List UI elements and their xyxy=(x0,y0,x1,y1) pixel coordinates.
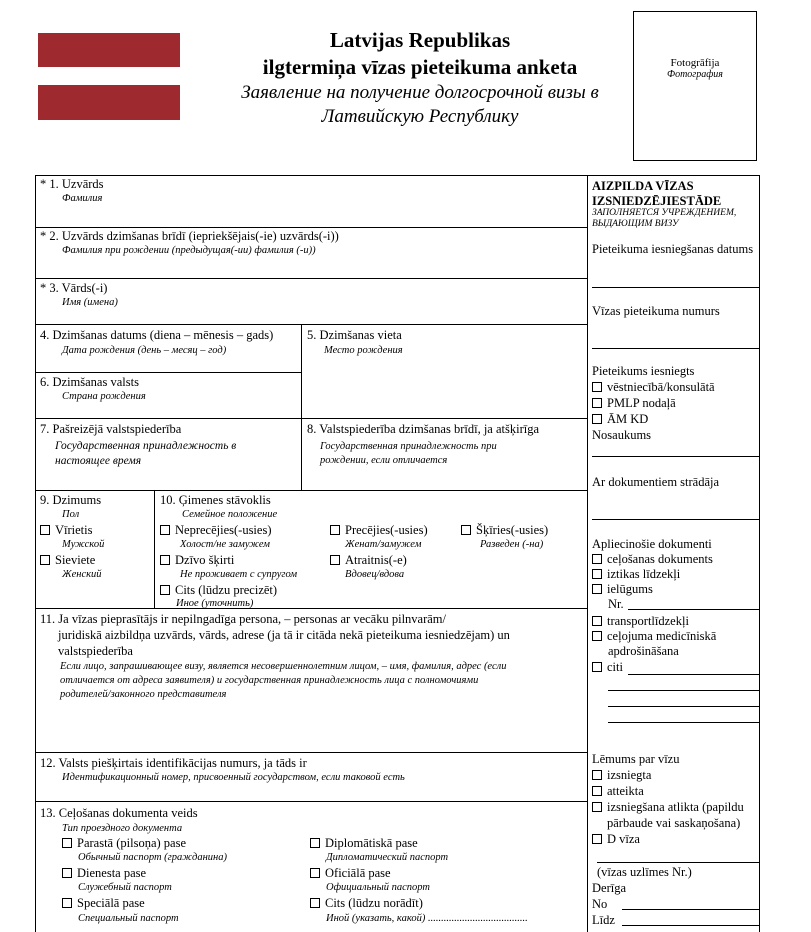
status-divorced-label: Šķīries(-usies) xyxy=(476,523,549,537)
field-3-label-ru: Имя (имена) xyxy=(62,297,118,308)
submitted-embassy-option[interactable] xyxy=(592,380,715,395)
doc-official-option[interactable] xyxy=(310,866,391,881)
field-7-label-ru-2: настоящее время xyxy=(55,455,142,467)
decision-postponed-option[interactable] xyxy=(592,800,744,815)
decision-issued-option[interactable] xyxy=(592,768,651,783)
doc-travel-label: ceļošanas dokuments xyxy=(607,552,713,566)
table-right-border xyxy=(759,175,760,932)
status-married-ru: Женат/замужем xyxy=(345,539,422,550)
field-3-label: * 3. Vārds(-i) xyxy=(40,281,108,295)
doc-means-option[interactable] xyxy=(592,567,680,582)
doc-other-label-sidebar: citi xyxy=(607,660,623,674)
checkbox-icon xyxy=(592,616,602,626)
doc-invitation-label: ielūgums xyxy=(607,582,653,596)
institution-name-label: Nosaukums xyxy=(592,428,652,442)
sidebar-title-2: IZSNIEDZĒJIESTĀDE xyxy=(592,194,722,208)
sidebar-title-ru-2: ВЫДАЮЩИМ ВИЗУ xyxy=(592,219,679,229)
doc-vehicle-option[interactable] xyxy=(592,614,689,629)
submitted-pmlp-label: PMLP nodaļā xyxy=(607,396,676,410)
checkbox-icon xyxy=(330,525,340,535)
photo-label: Fotogrāfija xyxy=(670,57,720,69)
doc-invitation-option[interactable] xyxy=(592,582,653,597)
checkbox-icon xyxy=(160,585,170,595)
sticker-number-line[interactable] xyxy=(597,862,759,863)
birth-nationality-field[interactable] xyxy=(302,419,587,490)
decision-postponed-label: izsniegšana atlikta (papildu xyxy=(607,800,744,814)
status-widowed-label: Atraitnis(-e) xyxy=(345,553,407,567)
checkbox-icon xyxy=(592,662,602,672)
field-11-label-ru-3: родителей/законного представителя xyxy=(60,689,227,700)
decision-d-visa-option[interactable] xyxy=(592,832,640,847)
decision-issued-label: izsniegta xyxy=(607,768,652,782)
sidebar-title: AIZPILDA VĪZAS xyxy=(592,179,694,193)
status-single-label: Neprecējies(-usies) xyxy=(175,523,272,537)
current-nationality-field[interactable] xyxy=(36,419,301,490)
valid-from-label: No xyxy=(592,897,608,911)
checkbox-icon xyxy=(592,554,602,564)
submitted-pmlp-option[interactable] xyxy=(592,396,676,411)
institution-name-line[interactable] xyxy=(592,456,759,457)
sidebar-title-ru: ЗАПОЛНЯЕТСЯ УЧРЕЖДЕНИЕМ, xyxy=(592,208,737,218)
doc-ordinary-option[interactable] xyxy=(62,836,186,851)
visa-decision-label: Lēmums par vīzu xyxy=(592,752,680,766)
submitted-embassy-label: vēstniecībā/konsulātā xyxy=(607,380,715,394)
doc-other-line[interactable] xyxy=(608,722,759,723)
status-married-label: Precējies(-usies) xyxy=(345,523,428,537)
status-married-option[interactable] xyxy=(330,523,428,538)
field-2-label: * 2. Uzvārds dzimšanas brīdī (iepriekšējais(-ie) uzvārds(-i)) xyxy=(40,229,339,243)
field-11-label-ru-2: отличается от адреса заявителя) и государственная принадлежность лица с полномочиями xyxy=(60,675,479,686)
submission-date-label: Pieteikuma iesniegšanas datums xyxy=(592,242,754,256)
doc-service-ru: Служебный паспорт xyxy=(78,882,172,893)
checkbox-icon xyxy=(592,770,602,780)
checkbox-icon xyxy=(310,898,320,908)
gender-male-ru: Мужской xyxy=(62,539,105,550)
status-other-label: Cits (lūdzu precizēt) xyxy=(175,583,278,597)
checkbox-icon xyxy=(330,555,340,565)
gender-female-label: Sieviete xyxy=(55,553,96,567)
field-5-label: 5. Dzimšanas vieta xyxy=(307,328,402,342)
doc-special-option[interactable] xyxy=(62,896,145,911)
gender-male-option[interactable] xyxy=(40,523,93,538)
doc-means-label: iztikas līdzekļi xyxy=(607,567,681,581)
gender-female-option[interactable] xyxy=(40,553,95,568)
doc-insurance-label: ceļojuma medicīniskā xyxy=(607,629,717,643)
field-8-label-ru-2: рождении, если отличается xyxy=(320,455,448,466)
field-1-label: * 1. Uzvārds xyxy=(40,177,104,191)
doc-other-ru: Иной (указать, какой) ...................................... xyxy=(326,913,528,924)
decision-postponed-label-2: pārbaude vai saskaņošana) xyxy=(607,816,741,830)
doc-official-ru: Официальный паспорт xyxy=(326,882,430,893)
sticker-number-label: (vīzas uzlīmes Nr.) xyxy=(597,865,692,879)
submitted-am-kd-label: ĀM KD xyxy=(607,412,649,426)
status-single-ru: Холост/не замужем xyxy=(180,539,270,550)
doc-insurance-label-2: apdrošināšana xyxy=(608,644,679,658)
guardian-info-field[interactable] xyxy=(36,700,587,752)
field-10-label-ru: Семейное положение xyxy=(182,509,278,520)
field-12-label: 12. Valsts piešķirtais identifikācijas numurs, ja tāds ir xyxy=(40,756,307,770)
doc-service-option[interactable] xyxy=(62,866,146,881)
doc-diplomatic-option[interactable] xyxy=(310,836,418,851)
status-separated-label: Dzīvo šķirti xyxy=(175,553,235,567)
doc-other-label: Cits (lūdzu norādīt) xyxy=(325,896,423,910)
checkbox-icon xyxy=(160,525,170,535)
checkbox-icon xyxy=(592,398,602,408)
decision-refused-option[interactable] xyxy=(592,784,644,799)
checkbox-icon xyxy=(62,898,72,908)
field-13-label-ru: Тип проездного документа xyxy=(62,823,183,834)
checkbox-icon xyxy=(62,868,72,878)
doc-insurance-option[interactable] xyxy=(592,629,716,644)
status-single-option[interactable] xyxy=(160,523,271,538)
field-7-label-ru: Государственная принадлежность в xyxy=(55,440,237,452)
birth-country-field[interactable] xyxy=(36,373,301,418)
application-number-line[interactable] xyxy=(592,348,759,349)
field-6-label: 6. Dzimšanas valsts xyxy=(40,375,139,389)
status-divorced-option[interactable] xyxy=(461,523,548,538)
field-2-label-ru: Фамилия при рождении (предыдущая(-ии) фамилия (-и)) xyxy=(62,245,316,256)
doc-ordinary-label: Parastā (pilsoņa) pase xyxy=(77,836,186,850)
form-title-ru-2: Латвийскую Республику xyxy=(321,106,519,127)
field-6-label-ru: Страна рождения xyxy=(62,391,146,402)
surname-field[interactable] xyxy=(36,176,587,227)
row-line xyxy=(35,608,587,609)
form-subtitle: ilgtermiņa vīzas pieteikuma anketa xyxy=(262,55,578,79)
status-other-option[interactable] xyxy=(160,583,277,598)
field-11-label-3: valstspiederība xyxy=(58,644,133,658)
status-separated-option[interactable] xyxy=(160,553,234,568)
row-line xyxy=(35,801,587,802)
field-4-label-ru: Дата рождения (день – месяц – год) xyxy=(62,345,227,356)
decision-d-visa-label: D vīza xyxy=(607,832,640,846)
birth-place-field[interactable] xyxy=(302,325,587,418)
field-5-label-ru: Место рождения xyxy=(324,345,403,356)
status-other-ru: Иное (уточнить) xyxy=(176,598,254,609)
doc-travel-option[interactable] xyxy=(592,552,713,567)
doc-other-line[interactable] xyxy=(608,706,759,707)
invitation-number-label: Nr. xyxy=(608,597,624,611)
field-9-label-ru: Пол xyxy=(62,509,80,520)
field-8-label-ru: Государственная принадлежность при xyxy=(320,441,497,452)
status-divorced-ru: Разведен (-на) xyxy=(480,539,544,550)
checkbox-icon xyxy=(160,555,170,565)
doc-diplomatic-ru: Дипломатический паспорт xyxy=(326,852,449,863)
doc-ordinary-ru: Обычный паспорт (гражданина) xyxy=(78,852,227,863)
field-8-label: 8. Valstspiederība dzimšanas brīdī, ja atšķirīga xyxy=(307,422,540,436)
processed-by-label: Ar dokumentiem strādāja xyxy=(592,475,720,489)
application-number-label: Vīzas pieteikuma numurs xyxy=(592,304,720,318)
checkbox-icon xyxy=(310,838,320,848)
doc-vehicle-label: transportlīdzekļi xyxy=(607,614,689,628)
checkbox-icon xyxy=(592,584,602,594)
photo-label-ru: Фотография xyxy=(667,69,723,80)
field-11-label-ru: Если лицо, запрашивающее визу, является несовершеннолетним лицом, – имя, фамилия, адрес (если xyxy=(60,661,507,672)
valid-label: Derīga xyxy=(592,881,627,895)
invitation-number-line[interactable] xyxy=(628,609,759,610)
checkbox-icon xyxy=(592,569,602,579)
checkbox-icon xyxy=(592,834,602,844)
doc-special-ru: Специальный паспорт xyxy=(78,913,179,924)
form-title-ru: Заявление на получение долгосрочной визы в xyxy=(241,82,599,103)
status-widowed-option[interactable] xyxy=(330,553,407,568)
processed-by-line[interactable] xyxy=(592,519,759,520)
field-1-label-ru: Фамилия xyxy=(62,193,103,204)
status-separated-ru: Не проживает с супругом xyxy=(180,569,298,580)
field-10-label: 10. Ģimenes stāvoklis xyxy=(160,493,271,507)
row-line xyxy=(35,752,587,753)
table-divider xyxy=(587,175,588,932)
row-line xyxy=(35,490,587,491)
decision-refused-label: atteikta xyxy=(607,784,644,798)
birth-date-field[interactable] xyxy=(36,325,301,372)
field-11-label-2: juridiskā aizbildņa uzvārds, vārds, adrese (ja tā ir citāda nekā pieteikuma iesniedzējam) un xyxy=(58,628,510,642)
doc-other-line[interactable] xyxy=(608,690,759,691)
doc-service-label: Dienesta pase xyxy=(77,866,147,880)
field-12-label-ru: Идентификационный номер, присвоенный государством, если таковой есть xyxy=(62,772,405,783)
valid-to-label: Līdz xyxy=(592,913,615,927)
valid-to-line[interactable] xyxy=(622,925,759,926)
doc-official-label: Oficiālā pase xyxy=(325,866,391,880)
doc-diplomatic-label: Diplomātiskā pase xyxy=(325,836,418,850)
checkbox-icon xyxy=(592,786,602,796)
checkbox-icon xyxy=(592,802,602,812)
submitted-am-kd-option[interactable] xyxy=(592,412,648,427)
latvian-flag xyxy=(38,33,180,120)
gender-male-label: Vīrietis xyxy=(55,523,93,537)
checkbox-icon xyxy=(310,868,320,878)
checkbox-icon xyxy=(40,525,50,535)
field-4-label: 4. Dzimšanas datums (diena – mēnesis – gads) xyxy=(40,328,274,342)
col-line xyxy=(154,490,155,608)
checkbox-icon xyxy=(592,382,602,392)
status-widowed-ru: Вдовец/вдова xyxy=(345,569,405,580)
field-11-label: 11. Ja vīzas pieprasītājs ir nepilngadīga persona, – personas ar vecāku pilnvarām/ xyxy=(40,612,446,626)
gender-female-ru: Женский xyxy=(62,569,102,580)
checkbox-icon xyxy=(40,555,50,565)
submission-date-line[interactable] xyxy=(592,287,759,288)
checkbox-icon xyxy=(461,525,471,535)
doc-other-option[interactable] xyxy=(310,896,423,911)
checkbox-icon xyxy=(592,414,602,424)
valid-from-line[interactable] xyxy=(622,909,759,910)
field-7-label: 7. Pašreizējā valstspiederība xyxy=(40,422,182,436)
submitted-at-label: Pieteikums iesniegts xyxy=(592,364,695,378)
supporting-docs-label: Apliecinošie dokumenti xyxy=(592,537,712,551)
field-9-label: 9. Dzimums xyxy=(40,493,102,507)
given-names-field[interactable] xyxy=(36,279,587,324)
doc-other-line[interactable] xyxy=(628,674,759,675)
photo-box[interactable] xyxy=(633,11,757,161)
national-id-field[interactable] xyxy=(36,785,587,801)
field-13-label: 13. Ceļošanas dokumenta veids xyxy=(40,806,198,820)
birth-surname-field[interactable] xyxy=(36,228,587,278)
doc-other-option-sidebar[interactable] xyxy=(592,660,623,675)
form-title: Latvijas Republikas xyxy=(329,28,511,52)
checkbox-icon xyxy=(62,838,72,848)
doc-special-label: Speciālā pase xyxy=(77,896,145,910)
checkbox-icon xyxy=(592,631,602,641)
